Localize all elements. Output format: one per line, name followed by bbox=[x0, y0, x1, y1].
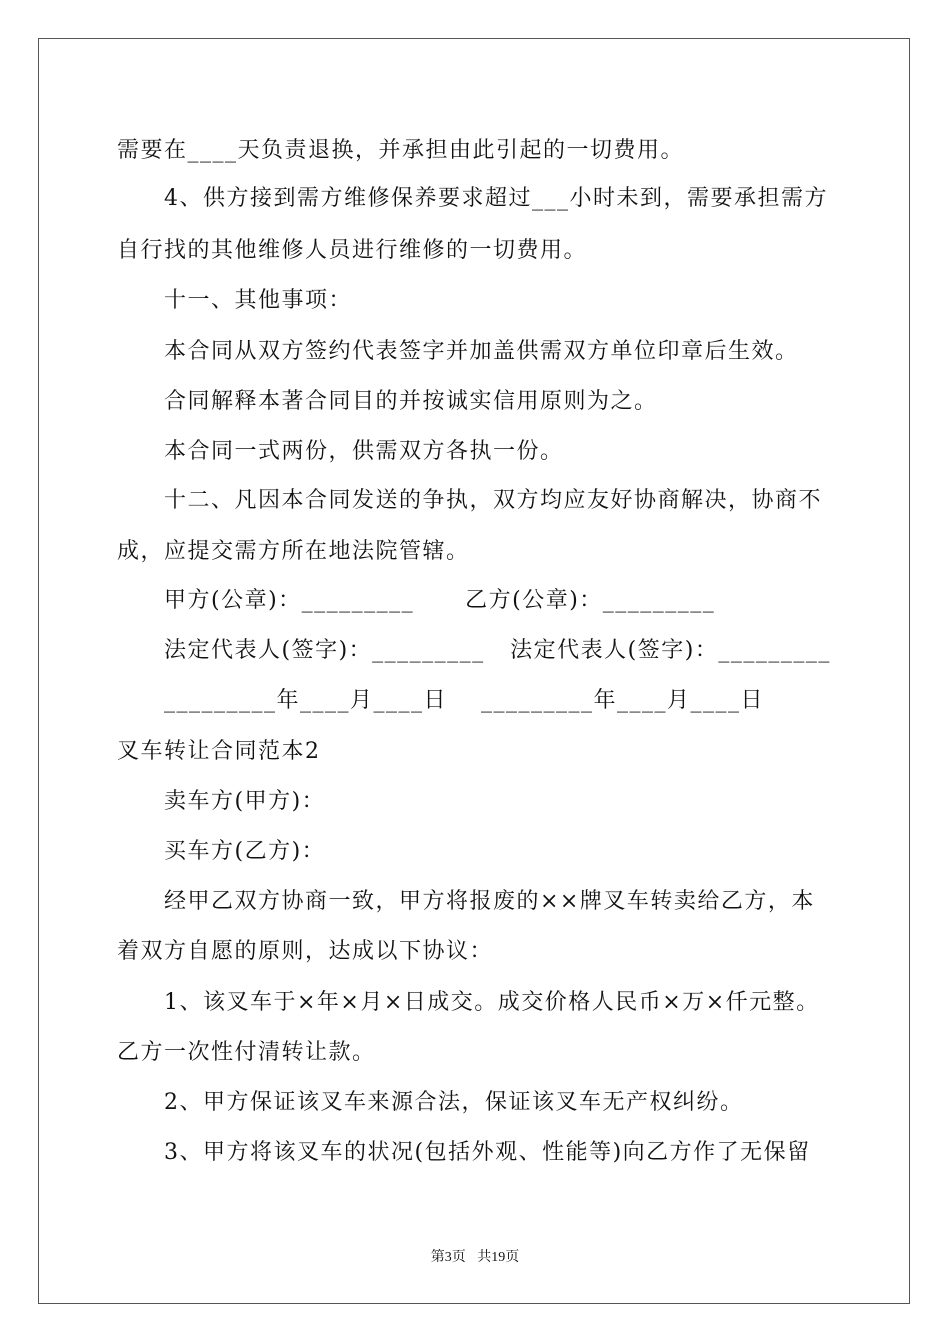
text-line: 3、甲方将该叉车的状况(包括外观、性能等)向乙方作了无保留 bbox=[164, 1140, 811, 1165]
signature-line-date: _________年____月____日 _________年____月____日 bbox=[164, 688, 764, 713]
text-line: 十二、凡因本合同发送的争执，双方均应友好协商解决，协商不 bbox=[164, 488, 823, 513]
text-line: 本合同一式两份，供需双方各执一份。 bbox=[164, 439, 564, 464]
text-line: 4、供方接到需方维修保养要求超过___小时未到，需要承担需方 bbox=[164, 186, 828, 211]
text-line: 成，应提交需方所在地法院管辖。 bbox=[117, 539, 470, 564]
signature-line-representative: 法定代表人(签字)：_________ 法定代表人(签字)：_________ bbox=[164, 638, 831, 663]
text-line: 1、该叉车于×年×月×日成交。成交价格人民币×万×仟元整。 bbox=[164, 990, 820, 1015]
text-line: 乙方一次性付清转让款。 bbox=[117, 1040, 376, 1065]
page-total: 共19页 bbox=[477, 1250, 520, 1265]
seller-label: 卖车方(甲方)： bbox=[164, 789, 326, 814]
text-line: 着双方自愿的原则，达成以下协议： bbox=[117, 939, 494, 964]
text-line: 本合同从双方签约代表签字并加盖供需双方单位印章后生效。 bbox=[164, 339, 799, 364]
signature-line-party: 甲方(公章)：_________ 乙方(公章)：_________ bbox=[164, 588, 716, 613]
page-footer bbox=[0, 1246, 950, 1266]
text-line: 自行找的其他维修人员进行维修的一切费用。 bbox=[117, 238, 588, 263]
buyer-label: 买车方(乙方)： bbox=[164, 839, 326, 864]
text-line: 合同解释本著合同目的并按诚实信用原则为之。 bbox=[164, 389, 658, 414]
text-line: 需要在____天负责退换，并承担由此引起的一切费用。 bbox=[117, 138, 685, 163]
page-number: 第3页 bbox=[430, 1250, 466, 1265]
text-line: 2、甲方保证该叉车来源合法，保证该叉车无产权纠纷。 bbox=[164, 1090, 744, 1115]
text-line: 经甲乙双方协商一致，甲方将报废的××牌叉车转卖给乙方，本 bbox=[164, 889, 815, 914]
document-title: 叉车转让合同范本2 bbox=[117, 739, 321, 764]
section-heading: 十一、其他事项： bbox=[164, 288, 353, 313]
